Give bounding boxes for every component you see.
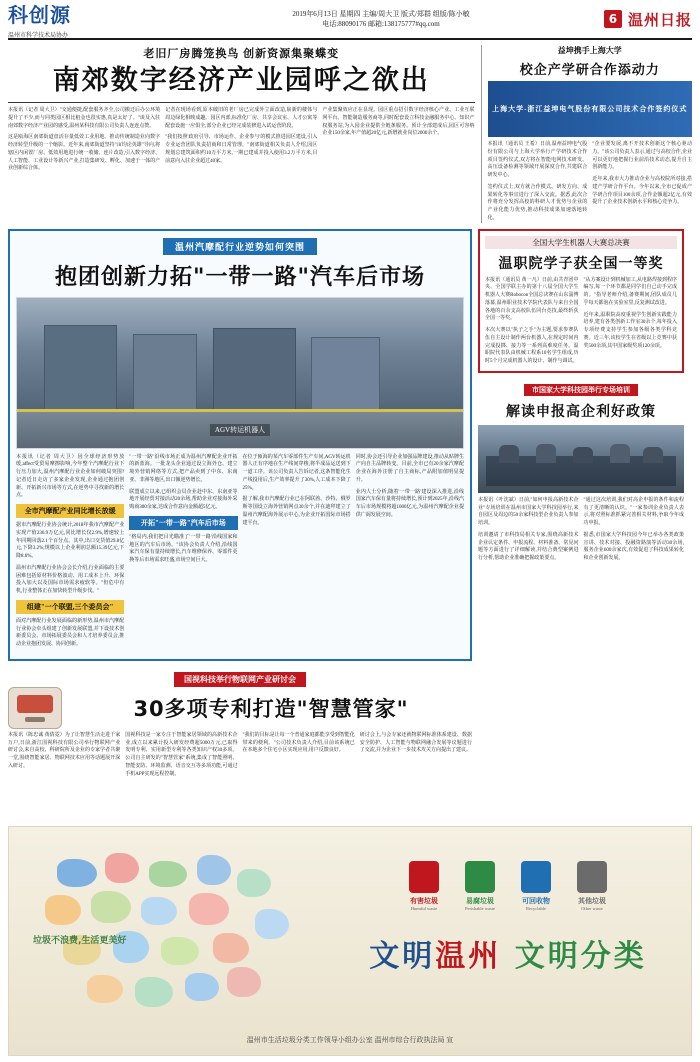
smart-home-column-4	[360, 732, 472, 779]
right-column	[478, 223, 684, 563]
feature-sub2-title: 组建"一个联盟,三个委员会"	[16, 600, 124, 614]
top-right-headline: 校企产学研合作添动力	[519, 63, 660, 78]
ad-slogan: 垃圾不浪费,生活更美好	[33, 936, 127, 946]
smart-home-column-2	[125, 732, 237, 779]
award-para: 本报讯（通讯员 黄一凡）日前,由共青团中央、全国学联主办的第十八届全国大学生机器人大赛Robocon全国总决赛在山东淄博落幕,温州职业技术学院代表队与来自全国各地的百余支高校队伍同台竞技,最终斩获全国一等奖。	[485, 277, 579, 322]
training-para: 本报讯（叶沈斌）日前,"如何申报高新技术企业"专场培训在温州市国家大学科技园举行,来自园区及周边的50余家科技型企业负责人参加培训。	[478, 497, 579, 526]
smart-speaker-icon	[8, 687, 62, 729]
smart-home-column-3	[243, 732, 355, 779]
bin-item	[460, 861, 500, 911]
recyclable-icon	[521, 861, 551, 893]
masthead-info	[158, 9, 604, 30]
feature-column-1	[16, 454, 124, 653]
feature-sub1-title: 全市汽摩配产业同比增长放缓	[16, 504, 124, 518]
paper-name: 温州日报	[627, 10, 692, 29]
factory-photo	[16, 297, 464, 449]
smart-home-column-1	[8, 732, 120, 779]
award-para: "从方案设计到机械加工,从电路焊接到程序编写,每一个环节都是同学们自己动手完成的。"指导老师介绍,备赛期间,团队成员几乎每天都泡在实验室里,反复测试改进。	[583, 277, 677, 306]
bin-label: 有害垃圾	[410, 897, 438, 905]
bin-item	[404, 861, 444, 911]
bin-label-en: Harmful waste	[410, 906, 438, 911]
top-right-column-1	[488, 141, 588, 223]
bin-item	[516, 861, 556, 911]
feature-tag: 温州汽摩配行业逆势如何突围	[163, 238, 317, 255]
smart-home-para: 研讨会上,与会专家还就物联网标准体系建设、数据安全防护、人工智能与物联网融合发展等议题进行了交流,并为企业下一步技术攻关方向提出了建议。	[359, 732, 472, 754]
award-column-1	[485, 277, 579, 366]
lead-shoulder: 老旧厂房腾笼换鸟 创新资源集聚蝶变	[143, 48, 340, 60]
ad-title	[343, 931, 673, 975]
feature-para: 同时,协会还引导企业加强品牌建设,推动从贴牌生产向自主品牌转变。目前,全市已有20余家汽摩配企业在海外注册了自主商标,产品附加值明显提升。	[355, 454, 464, 483]
masthead-brand	[8, 0, 158, 39]
training-para: "通过这次培训,我们对高企申报的条件和流程有了更清晰的认识。"一家参训企业负责人表示,将对照标准抓紧完善相关材料,争取今年成功申报。	[583, 497, 684, 526]
ad-title-part2: 温州	[435, 939, 502, 974]
masthead-info-line1: 2019年6月13日 星期四 主编/周大卫 版式/郑群 组版/陈小敏	[292, 9, 470, 18]
bin-label: 易腐垃圾	[466, 897, 494, 905]
feature-para: "一带一路"沿线市场正成为温州汽摩配企业开拓的新蓝海。一批龙头企业通过设立海外仓、建立境外营销网络等方式,把产品卖到了中东、东南亚、非洲等地区,出口额逆势增长。	[129, 454, 238, 483]
top-section	[8, 45, 692, 223]
masthead-info-line2: 电话:88090176 邮箱:138175777#qq.com	[322, 20, 440, 28]
lead-para: 记者在现场看到,原本破旧的老厂房已完成外立面改造,崭新的楼体与周边绿化相映成趣。园区内部,标准化厂房、共享会议室、人才公寓等配套设施一应俱全,部分企业已经完成装修进入试运营阶段。	[165, 108, 318, 129]
ad-illustration	[27, 849, 327, 1039]
top-right-column-2	[592, 141, 692, 223]
lead-column-1	[8, 107, 160, 177]
training-photo	[478, 425, 684, 493]
feature-column-2	[129, 454, 237, 653]
top-right-para: 近年来,我市大力推动企业与高校院所对接,搭建产学研合作平台。今年以来,全市已促成产学研合作项目100余项,合作金额超2亿元,有效提升了企业技术创新水平和核心竞争力。	[592, 177, 692, 206]
lead-para: 产业集聚效应正在显现。园区重点招引数字经济核心产业、工业互联网平台、智能制造服务商等,同时配套设立科技金融服务中心、知识产权服务站,为入园企业提供全链条服务。预计全部建成后,园区可容纳企业150余家,年产值超20亿元,新增就业岗位2000余个。	[322, 108, 475, 137]
harmful-waste-icon	[409, 861, 439, 893]
ad-footer: 温州市生活垃圾分类工作领导小组办公室 温州市综合行政执法局 宣	[246, 1036, 454, 1044]
top-right-para: 签约仪式上,双方就合作模式、研发方向、成果转化等事宜进行了深入交流。据悉,此次合作将充分发挥高校的科研人才优势与企业的产业化能力优势,推动科技成果加速落地转化。	[487, 184, 588, 221]
lead-para: "我们按照'政府引导、市场运作、企业参与'的模式推进园区建设,引入专业运营团队负责招商和日常管理。"南郊街道相关负责人介绍,园区规划总建筑面积约10万平方米,一期已建成并投入使用3.2万平方米,目前意向入驻企业超过40家。	[165, 135, 318, 164]
top-right-shoulder: 益坤携手上海大学	[557, 46, 622, 55]
ad-title-part3: 文明	[514, 939, 581, 974]
bin-label: 可回收物	[522, 897, 550, 905]
training-story	[478, 379, 684, 563]
top-right-para: "企业要发展,离不开技术创新这个核心驱动力。"该公司负责人表示,通过与高校合作,企业可以更好地把握行业前沿技术动态,提升自主创新能力。	[592, 142, 692, 171]
lead-para: 这是瓯海区南郊街道盘活存量低效工业用地、推动传统制造业向数字经济转型升级的一个缩影。近年来,南郊街道坚持"亩均论英雄"导向,将辖区内闲置厂房、低效用地进行统一收储、连片改造,引入数字经济、人工智能、工业设计等新兴产业,打造集研发、孵化、加速于一体的产业创新综合体。	[8, 135, 161, 172]
masthead-subtitle: 温州市科学技术局协办	[8, 33, 69, 39]
feature-para: 在位于瓯海的某汽车零部件生产车间,AGV转运机器人正有序地在生产线间穿梭,将半成品运送到下一道工序。该公司负责人告诉记者,这条智能化生产线投用后,生产效率提升了30%,人工成本下降了25%。	[242, 454, 351, 491]
training-headline: 解读申报高企利好政策	[506, 403, 656, 420]
masthead-right	[604, 9, 692, 30]
feature-para: 本报讯（记者 周大卫）因全球经济形势放缓,affect受贸易摩擦影响,今年整个汽摩配行业下行压力加大,温州汽摩配行业企业如何破局突围?记者近日走访了多家企业发现,企业通过抱团创新、开拓新兴市场等方式,在逆势中寻找新的增长点。	[16, 454, 125, 499]
waste-sorting-ad	[8, 826, 692, 1056]
top-right-story	[481, 45, 692, 223]
training-column-2	[584, 497, 685, 563]
other-waste-icon	[577, 861, 607, 893]
bin-label: 其他垃圾	[578, 897, 606, 905]
smart-home-story	[8, 669, 472, 779]
photo-label: AGV转运机器人	[210, 424, 270, 436]
feature-para: 温州市汽摩配行业协会会长介绍,行业面临的主要困难包括原材料价格波动、用工成本上升、环保投入加大以及国际市场需求疲软等。"但危中有机,行业整体正在加快转型升级步伐。"	[16, 565, 125, 594]
feature-sub3-title: 开拓"一带一路"汽车后市场	[129, 516, 237, 530]
smart-home-para: 国视科技是一家专注于智能家居领域的高新技术企业,成立以来累计投入研发经费超5000万元,已取得发明专利、实用新型专利等各类知识产权30多项。公司自主研发的"智慧管家"系统,集成了智能照明、智能安防、环境监测、语音交互等多项功能,可通过手机APP实现远程控制。	[125, 732, 238, 777]
training-para: 据悉,市国家大学科技园今年已举办各类政策宣讲、技术对接、投融资路演等活动30余场,服务企业600余家次,有效促进了科技成果转化和企业创新发展。	[583, 532, 684, 561]
feature-para: 据了解,我市汽摩配行业已在阿联酋、沙特、俄罗斯等国设立海外营销网点30余个,并在迪拜建立了温州汽摩配海外展示中心,为企业开拓国际市场搭建平台。	[242, 497, 351, 526]
bin-item	[572, 861, 612, 911]
smart-home-tag: 国视科技举行物联网产业研讨会	[174, 672, 306, 687]
award-headline: 温职院学子获全国一等奖	[498, 255, 664, 272]
ad-right	[343, 861, 673, 975]
bin-label-en: Other waste	[581, 906, 603, 911]
smart-home-para: "我们的目标是让每一个普通家庭都能享受到智能化带来的便利。"公司技术负责人介绍,目前该系统已在本地多个住宅小区实现应用,用户反馈良好。	[242, 732, 355, 754]
award-shoulder: 全国大学生机器人大赛总决赛	[485, 236, 677, 249]
feature-article	[8, 229, 472, 661]
award-story	[478, 229, 684, 373]
feature-para: 业内人士分析,随着'一带一路'建设深入推进,沿线国家汽车保有量将持续增长,预计到2025年,沿线汽车后市场规模将超1000亿元,为温州汽摩配企业提供广阔发展空间。	[355, 489, 464, 518]
award-para: 本次大赛以"执子之手"为主题,要求参赛队伍自主设计制作两台机器人,在规定时间内完成投掷、接力等一系列高难度任务。温职院代表队由机械工程系10名学生组成,历时5个月完成机器人的设计、制作与调试。	[485, 328, 579, 364]
masthead	[8, 0, 692, 40]
signing-ceremony-photo	[488, 81, 692, 137]
lead-column-2	[165, 107, 317, 177]
feature-para: 联盟成立以来,已组织会员企业赴中东、东南亚等地开展经贸对接活动20余场,帮助企业对接海外采购商300余家,达成合作意向金额超5亿元。	[129, 489, 238, 510]
waste-bins	[343, 861, 673, 911]
smart-home-para: 本报讯（陈忠诚 黄倩霓）为了让智慧生活走进千家万户,日前,浙江国视科技有限公司举行物联网产业研讨会,来自高校、科研院所及企业的专家学者共聚一堂,围绕智能家居、物联网技术应用等话题展开深入研讨。	[8, 732, 121, 769]
feature-para: 据市汽摩配行业协会统计,2018年我市汽摩配产业实现产值236.9万亿元,同比增长仅2.9%,增速较上年同期回落2.1个百分点。其中,出口交货值29.8亿元,下降3.2%;规模以上企业利润总额15.39亿元,下降8.6%。	[16, 523, 125, 559]
training-column-1	[478, 497, 579, 563]
award-para: 近年来,温职院高度重视学生创新实践能力培养,建有各类创新工作室30余个,每年投入专项经费支持学生参加各级各类学科竞赛。近三年,该校学生在省级以上竞赛中获奖500余项,其中国家级奖项120余项。	[583, 312, 677, 349]
smart-home-headline: 30多项专利打造"智慧管家"	[133, 696, 409, 721]
page-number: 6	[604, 10, 622, 28]
lead-story	[8, 45, 475, 223]
banner-text: 上海大学-浙江益坤电气股份有限公司技术合作签约仪式	[492, 105, 688, 113]
lead-column-3	[322, 107, 474, 177]
feature-column-4	[356, 454, 464, 653]
top-right-para: 本报讯（通讯员 王希）日前,温州益坤电气股份有限公司与上海大学举行产学研技术合作项目签约仪式,双方将在智能电网技术研发、高压设备检测等领域开展深度合作,共建联合研发中心。	[487, 142, 588, 178]
training-tag: 市国家大学科技园举行专场培训	[524, 384, 638, 396]
lead-headline: 南郊数字经济产业园呼之欲出	[52, 65, 430, 96]
masthead-title: 科创源	[8, 3, 71, 27]
ad-title-part4: 分类	[580, 939, 647, 974]
ad-title-part1: 文明	[369, 939, 436, 974]
award-column-2	[584, 277, 678, 366]
bin-label-en: Recyclable	[526, 906, 546, 911]
training-para: 培训邀请了市科技局相关专家,围绕高新技术企业认定条件、申报流程、材料准备、常见问题等方面进行了详细解读,并结合典型案例进行分析,帮助企业准确把握政策要点。	[478, 532, 579, 561]
feature-para: "格局内,我们把目光瞄准了'一带一路'沿线国家和地区的汽车后市场。"该协会负责人介绍,沿线国家汽车保有量持续增长,汽车维修保养、零部件更换等后市场需求旺盛,市场空间巨大。	[129, 534, 238, 563]
lead-para: 本报讯（记者 周大卫）"交通便捷,配套服务齐全,公司搬迁后办公环境提升了不少,而与同类园区相比租金也很实惠,真是太好了。"谈及入驻南郊数字经济产业园的感受,温州某科技有限公司负责人连连点赞。	[8, 108, 161, 129]
perishable-waste-icon	[465, 861, 495, 893]
feature-para: 面对汽摩配行业发展面临的新形势,温州市汽摩配行业协会牵头组建了创新发展联盟,并下设技术创新委员会、市场拓展委员会和人才培养委员会,推动企业抱团发展、协同创新。	[16, 618, 125, 647]
feature-column-3	[243, 454, 351, 653]
bin-label-en: Perishable waste	[464, 906, 496, 911]
feature-headline: 抱团创新力拓"一带一路"汽车后市场	[55, 264, 425, 290]
